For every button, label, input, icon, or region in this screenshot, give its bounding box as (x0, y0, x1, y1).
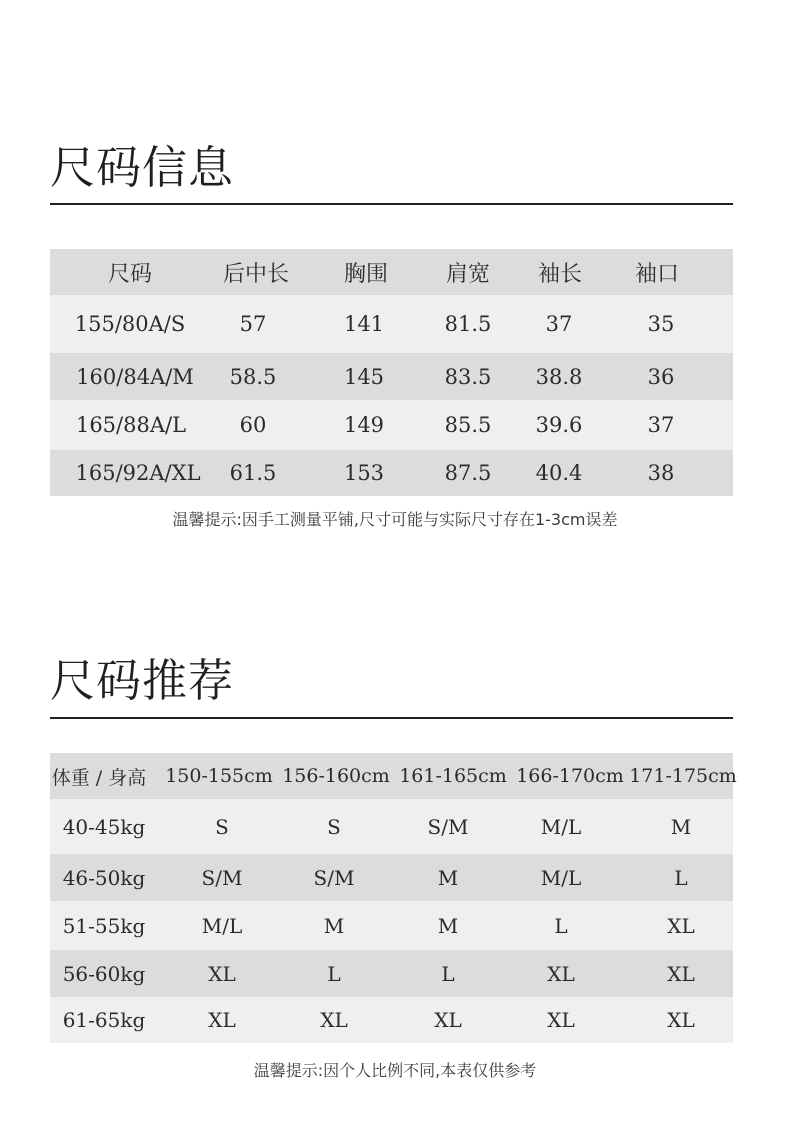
table-cell: XL (208, 961, 236, 986)
table-cell: 38.8 (535, 364, 583, 389)
table-cell: 35 (647, 312, 675, 336)
table-row (50, 400, 733, 450)
table-cell: S (327, 814, 341, 839)
table-row (50, 450, 733, 496)
table-cell: 160/84A/M (76, 364, 194, 389)
table-row (50, 901, 733, 950)
table-cell: 58.5 (229, 364, 277, 389)
table-cell: 40-45kg (62, 814, 146, 839)
header-cell-height-166: 166-170cm (516, 765, 624, 787)
table-cell: 56-60kg (62, 961, 146, 986)
table-row (50, 799, 733, 854)
table-cell: 40.4 (535, 461, 583, 485)
size-info-divider (50, 203, 733, 205)
table-cell: 37 (647, 413, 675, 437)
table-row (50, 353, 733, 400)
header-cell-shoulder: 肩宽 (445, 261, 491, 287)
header-cell-weight-height: 体重 / 身高 (51, 766, 147, 789)
header-cell-height-150: 150-155cm (165, 765, 273, 787)
table-cell: XL (667, 961, 695, 986)
table-cell: XL (547, 1008, 575, 1032)
header-cell-height-156: 156-160cm (282, 765, 390, 787)
table-row (50, 854, 733, 901)
header-cell-chest: 胸围 (343, 261, 389, 287)
header-cell-height-161: 161-165cm (399, 765, 507, 787)
size-recommend-divider (50, 717, 733, 719)
table-cell: 155/80A/S (74, 312, 186, 336)
table-cell: XL (667, 1008, 695, 1032)
table-cell: 153 (343, 461, 385, 485)
size-info-table (50, 249, 733, 496)
table-cell: XL (320, 1008, 348, 1032)
table-cell: 85.5 (444, 413, 492, 437)
table-cell: L (554, 913, 568, 938)
table-cell: 145 (343, 364, 385, 389)
table-cell: L (441, 961, 455, 986)
table-cell: 141 (343, 312, 385, 336)
table-cell: L (327, 961, 341, 986)
table-cell: 83.5 (444, 364, 492, 389)
table-cell: M/L (540, 865, 582, 890)
size-info-header-row (50, 249, 733, 295)
table-cell: M (670, 814, 692, 839)
table-cell: 37 (545, 312, 573, 336)
table-cell: XL (547, 961, 575, 986)
table-cell: XL (208, 1008, 236, 1032)
table-cell: 60 (239, 413, 267, 437)
table-cell: 165/88A/L (75, 413, 187, 437)
header-cell-cuff: 袖口 (634, 261, 680, 287)
table-cell: 46-50kg (62, 865, 146, 890)
table-row (50, 997, 733, 1043)
table-cell: 149 (343, 413, 385, 437)
table-cell: M/L (201, 913, 243, 938)
table-cell: 81.5 (444, 312, 492, 336)
table-cell: L (674, 865, 688, 890)
table-cell: XL (667, 913, 695, 938)
table-cell: M (323, 913, 345, 938)
header-cell-back-length: 后中长 (222, 261, 290, 287)
table-cell: S/M (427, 814, 469, 839)
table-cell: 51-55kg (62, 913, 146, 938)
table-row (50, 950, 733, 997)
header-cell-height-171: 171-175cm (629, 765, 737, 787)
size-recommend-note: 温馨提示:因个人比例不同,本表仅供参考 (253, 1061, 537, 1080)
table-cell: M (437, 865, 459, 890)
table-cell: M/L (540, 814, 582, 839)
table-cell: 165/92A/XL (75, 461, 201, 485)
header-cell-size: 尺码 (107, 261, 153, 287)
table-cell: 39.6 (535, 413, 583, 437)
size-info-title: 尺码信息 (50, 141, 235, 194)
table-cell: S/M (201, 865, 243, 890)
table-cell: S (215, 814, 229, 839)
table-cell: XL (434, 1008, 462, 1032)
table-cell: 61.5 (229, 461, 277, 485)
size-recommend-table (50, 753, 737, 1043)
table-row (50, 295, 733, 353)
table-cell: 61-65kg (62, 1008, 146, 1032)
table-cell: 87.5 (444, 461, 492, 485)
header-cell-sleeve-length: 袖长 (537, 261, 583, 287)
table-cell: 38 (647, 461, 675, 485)
size-recommend-header-row (50, 753, 737, 799)
size-recommend-title: 尺码推荐 (50, 654, 235, 707)
table-cell: M (437, 913, 459, 938)
size-info-note: 温馨提示:因手工测量平铺,尺寸可能与实际尺寸存在1-3cm误差 (172, 510, 618, 529)
table-cell: 57 (239, 312, 267, 336)
table-cell: 36 (647, 364, 675, 389)
table-cell: S/M (313, 865, 355, 890)
